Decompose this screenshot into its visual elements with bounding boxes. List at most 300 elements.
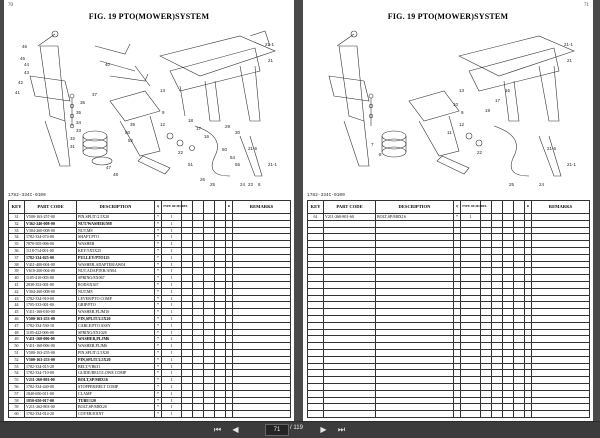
cell-type-of-model: 1 [162,295,182,302]
cell-q [454,356,461,363]
cell-model-4 [215,227,226,234]
exploded-parts-diagram [10,26,290,188]
cell-description: PULLEY/PTO125 [77,254,155,261]
figure-code: 1782-334C-0100 [8,193,46,198]
cell-model-3 [204,336,215,343]
svg-text:41: 41 [15,90,21,95]
cell-model-2 [193,397,204,404]
cell-part-code: V610-200-004-00 [25,268,77,275]
cell-q [454,241,461,248]
cell-part-code: V211-260-801-60 [324,214,376,221]
cell-description: PIN,SPLIT/2.5X20 [77,349,155,356]
cell-model-4 [215,397,226,404]
cell-type-of-model [461,302,481,309]
cell-model-4 [514,363,525,370]
cell-type-of-model [461,254,481,261]
table-row [308,268,590,275]
cell-remarks [233,411,291,418]
cell-r [525,288,532,295]
cell-model-4 [215,295,226,302]
svg-text:9: 9 [461,110,464,115]
cell-type-of-model [461,275,481,282]
cell-model-3 [503,343,514,350]
cell-part-code: V304-260-008-00 [25,227,77,234]
cell-type-of-model [461,247,481,254]
cell-description [376,329,454,336]
col-part-code: PART CODE [25,201,77,214]
cell-model-2 [492,261,503,268]
table-row [308,383,590,390]
cell-model-4 [514,281,525,288]
col-remarks: REMARKS [233,201,291,214]
table-row [308,227,590,234]
cell-model-2 [492,220,503,227]
cell-model-2 [492,377,503,384]
cell-type-of-model [461,261,481,268]
cell-model-4 [215,302,226,309]
cell-description [376,241,454,248]
cell-model-1 [182,390,193,397]
cell-remarks [532,397,590,404]
cell-r [226,370,233,377]
cell-r [525,411,532,418]
cell-type-of-model [461,363,481,370]
cell-model-4 [215,309,226,316]
cell-model-2 [193,336,204,343]
svg-text:24: 24 [240,182,246,187]
next-page-icon[interactable]: ▶ [320,425,327,434]
cell-q: * [155,343,162,350]
table-row [9,214,291,221]
cell-part-code [324,363,376,370]
table-row [9,281,291,288]
cell-description: ROD/6X367 [77,281,155,288]
cell-type-of-model [461,234,481,241]
cell-r [525,315,532,322]
cell-r [226,349,233,356]
cell-model-2 [193,370,204,377]
cell-remarks [233,281,291,288]
cell-model-1 [182,281,193,288]
cell-key [308,356,324,363]
cell-part-code: 1118-714-001-00 [25,247,77,254]
cell-model-3 [204,349,215,356]
cell-key [308,295,324,302]
cell-model-1 [182,227,193,234]
cell-r [525,404,532,411]
cell-part-code [324,322,376,329]
cell-model-2 [193,275,204,282]
cell-model-1 [182,363,193,370]
table-row [308,404,590,411]
cell-model-4 [215,356,226,363]
cell-q [454,254,461,261]
cell-type-of-model: 1 [162,336,182,343]
cell-part-code [324,390,376,397]
cell-type-of-model: 1 [162,275,182,282]
cell-r [226,275,233,282]
cell-remarks [532,227,590,234]
cell-model-2 [193,315,204,322]
cell-key: 58 [9,397,25,404]
cell-type-of-model: 1 [162,247,182,254]
svg-text:12: 12 [160,122,166,127]
cell-key [308,268,324,275]
cell-part-code [324,404,376,411]
cell-model-1 [481,261,492,268]
cell-model-1 [182,302,193,309]
cell-model-2 [492,336,503,343]
cell-model-4 [514,288,525,295]
cell-remarks [233,404,291,411]
svg-text:54: 54 [230,155,236,160]
svg-text:12: 12 [459,122,465,127]
svg-text:21-1: 21-1 [268,162,278,167]
cell-model-1 [182,349,193,356]
cell-type-of-model: 1 [162,220,182,227]
cell-model-1 [481,349,492,356]
cell-remarks [233,383,291,390]
table-row [308,356,590,363]
exploded-parts-diagram [309,26,589,188]
cell-model-2 [193,234,204,241]
table-row [9,343,291,350]
cell-q: * [155,247,162,254]
cell-description: NUT,M8 [77,227,155,234]
cell-description: COVER/JOINT [77,411,155,418]
page-number-input[interactable]: 71 [265,424,289,436]
table-row [308,329,590,336]
cell-part-code: 1782-334-074-00 [25,234,77,241]
cell-part-code [324,295,376,302]
cell-model-4 [514,383,525,390]
cell-description: CLAMP [77,390,155,397]
cell-remarks [532,363,590,370]
cell-description: WASHER [77,241,155,248]
cell-remarks [233,247,291,254]
cell-model-3 [204,356,215,363]
cell-remarks [532,261,590,268]
cell-r [226,383,233,390]
cell-q [454,383,461,390]
svg-text:22: 22 [477,150,483,155]
cell-q: * [155,214,162,221]
cell-model-2 [492,397,503,404]
cell-remarks [233,234,291,241]
cell-type-of-model: 1 [162,254,182,261]
table-row [308,315,590,322]
cell-model-2 [492,315,503,322]
cell-key: 54 [9,370,25,377]
cell-r [525,356,532,363]
cell-description: GUIDE/BELT/LOWE COMP [77,370,155,377]
cell-model-1 [182,295,193,302]
cell-key: 60 [9,411,25,418]
svg-text:34: 34 [76,120,82,125]
cell-r [226,247,233,254]
cell-model-1 [481,404,492,411]
cell-q [454,370,461,377]
cell-key: 37 [9,254,25,261]
cell-key: 55 [9,377,25,384]
svg-text:32: 32 [70,136,76,141]
svg-text:21: 21 [268,58,274,63]
cell-remarks [532,220,590,227]
cell-part-code [324,309,376,316]
cell-model-2 [492,268,503,275]
cell-key: 44 [9,302,25,309]
cell-key [308,349,324,356]
cell-type-of-model [461,336,481,343]
cell-description: BELT/VB631 [77,363,155,370]
cell-type-of-model: 1 [162,390,182,397]
cell-type-of-model: 1 [162,411,182,418]
cell-remarks [532,390,590,397]
cell-remarks [532,302,590,309]
cell-model-3 [204,411,215,418]
cell-model-1 [182,370,193,377]
cell-model-4 [215,363,226,370]
cell-part-code: 1782-334-710-00 [25,370,77,377]
cell-remarks [233,288,291,295]
cell-type-of-model [461,295,481,302]
cell-model-4 [514,275,525,282]
cell-model-2 [492,390,503,397]
cell-description [376,220,454,227]
cell-model-1 [182,288,193,295]
cell-description [376,275,454,282]
cell-type-of-model [461,329,481,336]
svg-text:21-1: 21-1 [265,42,275,47]
cell-model-4 [514,247,525,254]
cell-remarks [532,411,590,418]
previous-page-icon[interactable]: ◀ [232,425,239,434]
cell-description [376,336,454,343]
cell-q [454,275,461,282]
cell-remarks [532,383,590,390]
cell-key [308,220,324,227]
cell-q [454,411,461,418]
table-row [308,234,590,241]
cell-model-2 [492,404,503,411]
cell-r [226,220,233,227]
cell-description [376,234,454,241]
cell-q [454,295,461,302]
cell-description [376,247,454,254]
cell-model-4 [215,288,226,295]
cell-r [226,288,233,295]
col-model-2 [193,201,204,214]
cell-description: STOPPER/BELT COMP [77,383,155,390]
parts-table-body [9,214,291,418]
table-row [308,322,590,329]
cell-part-code [324,356,376,363]
svg-text:10: 10 [453,102,459,107]
cell-key [308,343,324,350]
cell-model-2 [492,295,503,302]
cell-description [376,261,454,268]
cell-key [308,315,324,322]
cell-type-of-model: 1 [162,349,182,356]
cell-key [308,411,324,418]
cell-model-2 [193,288,204,295]
cell-model-1 [481,220,492,227]
cell-q: * [155,336,162,343]
cell-model-3 [204,315,215,322]
col-type-of-model: TYPE OF MODEL [461,201,481,214]
cell-type-of-model: 1 [162,370,182,377]
cell-r [226,329,233,336]
svg-text:46: 46 [22,44,28,49]
cell-key: 46 [9,315,25,322]
cell-key [308,281,324,288]
table-row [308,281,590,288]
cell-q: * [155,315,162,322]
cell-description: WASHER,ADAPTER/AW04 [77,261,155,268]
cell-remarks [233,315,291,322]
cell-key [308,302,324,309]
cell-model-3 [204,241,215,248]
svg-text:21-1: 21-1 [567,162,577,167]
left-document-page [4,0,294,422]
cell-q: * [454,214,461,221]
cell-model-2 [492,370,503,377]
cell-model-4 [514,322,525,329]
table-row [9,383,291,390]
cell-description: CABLE/PTO ASSY [77,322,155,329]
cell-type-of-model: 1 [162,315,182,322]
cell-description: BOLT,SP/M8X16 [77,377,155,384]
cell-model-1 [182,261,193,268]
cell-part-code: 1782-334-910-00 [25,295,77,302]
cell-model-1 [182,247,193,254]
cell-model-3 [503,349,514,356]
cell-description [376,281,454,288]
table-row [308,370,590,377]
cell-remarks [233,336,291,343]
last-page-icon[interactable]: ⏭ [337,425,346,434]
cell-model-4 [215,390,226,397]
cell-model-3 [204,295,215,302]
cell-type-of-model: 1 [162,404,182,411]
cell-key [308,370,324,377]
cell-part-code: V411-160-006-00 [25,336,77,343]
col-r: R [525,201,532,214]
cell-part-code: V211-262-803-00 [25,404,77,411]
cell-model-4 [215,234,226,241]
cell-model-4 [514,302,525,309]
cell-remarks [233,302,291,309]
cell-key: 35 [9,241,25,248]
figure-title: FIG. 19 PTO(MOWER)SYSTEM [88,12,210,21]
cell-key [308,377,324,384]
svg-text:37: 37 [92,92,98,97]
cell-q: * [155,404,162,411]
cell-part-code [324,288,376,295]
cell-model-4 [514,295,525,302]
cell-model-3 [204,322,215,329]
cell-model-4 [215,275,226,282]
cell-model-1 [182,234,193,241]
cell-description: BOLT,SP/M8X16 [376,214,454,221]
table-row [308,254,590,261]
cell-model-2 [193,261,204,268]
cell-model-1 [481,247,492,254]
svg-text:16: 16 [204,134,210,139]
cell-description: TUBE/120 [77,397,155,404]
cell-remarks [233,275,291,282]
cell-type-of-model [461,315,481,322]
cell-part-code: 1782-334-025-00 [25,254,77,261]
svg-text:29: 29 [225,124,231,129]
cell-q: * [155,220,162,227]
parts-table-body [308,214,590,418]
cell-model-4 [215,383,226,390]
cell-model-3 [204,288,215,295]
cell-type-of-model: 1 [162,241,182,248]
cell-model-3 [204,227,215,234]
cell-model-3 [204,370,215,377]
cell-q [454,390,461,397]
cell-model-2 [193,349,204,356]
cell-model-2 [492,322,503,329]
cell-q [454,315,461,322]
cell-part-code [324,349,376,356]
cell-q: * [155,268,162,275]
cell-model-1 [481,390,492,397]
cell-q [454,349,461,356]
cell-q [454,227,461,234]
first-page-icon[interactable]: ⏮ [213,425,222,434]
cell-model-1 [481,309,492,316]
cell-model-1 [182,254,193,261]
cell-remarks [233,397,291,404]
cell-model-3 [503,288,514,295]
cell-part-code: V211-260-803-00 [25,377,77,384]
cell-type-of-model [461,349,481,356]
cell-q [454,404,461,411]
cell-remarks [233,268,291,275]
cell-model-4 [514,254,525,261]
cell-model-3 [204,383,215,390]
cell-q [454,329,461,336]
svg-text:21-6: 21-6 [248,146,258,151]
cell-r [226,281,233,288]
cell-r [525,343,532,350]
table-row [9,390,291,397]
table-row [9,247,291,254]
cell-model-3 [503,302,514,309]
svg-text:39: 39 [130,122,136,127]
cell-remarks [532,315,590,322]
cell-model-2 [193,356,204,363]
table-row [9,241,291,248]
cell-remarks [532,336,590,343]
col-part-code: PART CODE [324,201,376,214]
cell-key [308,261,324,268]
cell-part-code [324,268,376,275]
svg-text:13: 13 [459,88,465,93]
cell-key [308,397,324,404]
table-row [308,377,590,384]
cell-model-1 [481,397,492,404]
cell-part-code [324,315,376,322]
cell-model-2 [193,343,204,350]
col-remarks: REMARKS [532,201,590,214]
cell-model-3 [503,275,514,282]
cell-part-code: 1840-650-011-00 [25,390,77,397]
cell-key [308,329,324,336]
